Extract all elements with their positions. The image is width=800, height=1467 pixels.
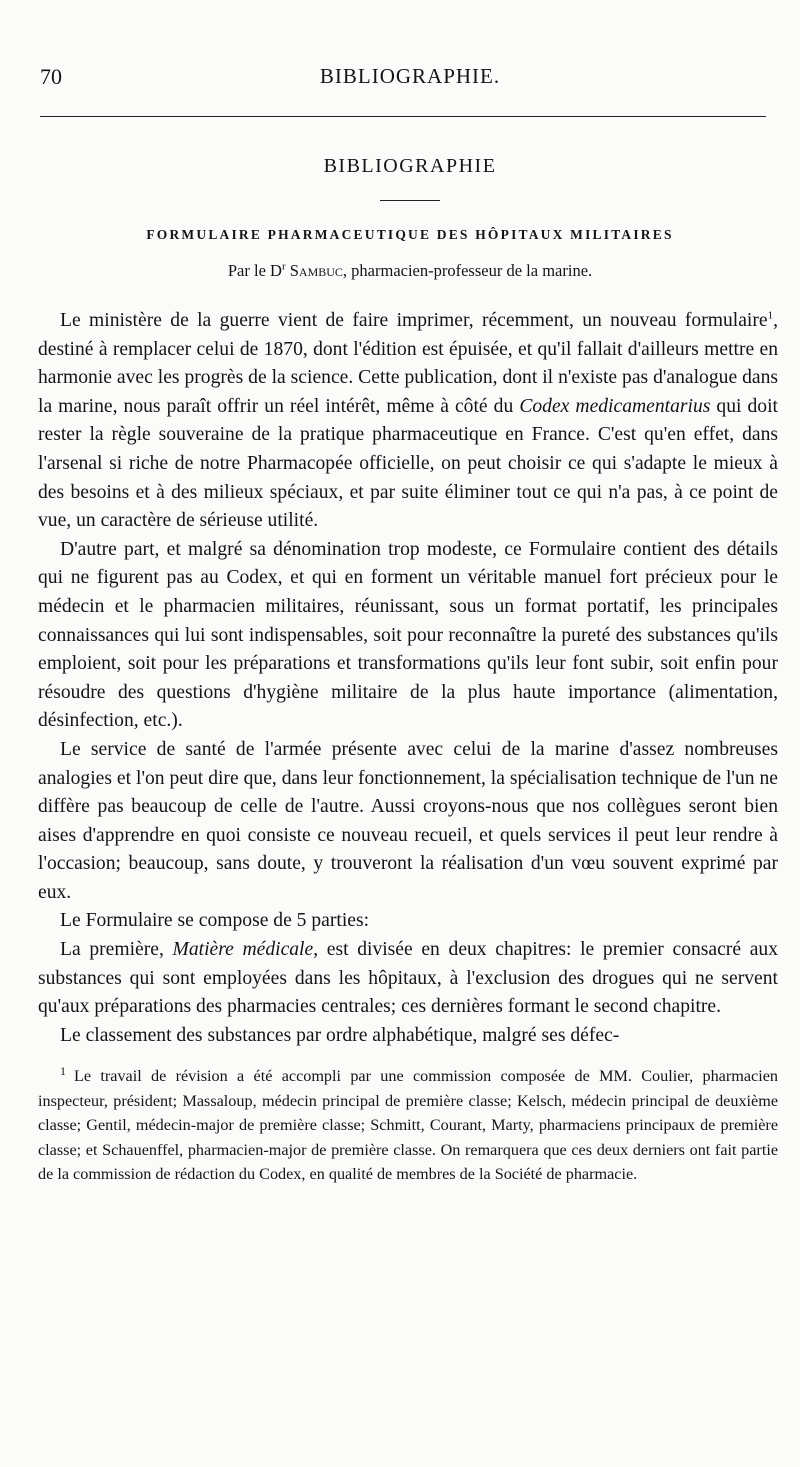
paragraph-5-text-a: La première, bbox=[60, 939, 173, 961]
codex-title: Codex medicamentarius bbox=[519, 395, 711, 417]
paragraph-1-text-c: qui doit rester la règle souveraine de la pratique pharmaceutique en France. C'est qu'en effet, dans l'arsenal si riche de notre Pharmacopée officielle, on peut choisir ce qui s'adapte le mieux à des besoins et à des milieux spéciaux, et par suite éliminer tout ce qui n'a pas, à ce point de vue, un caractère de sérieuse utilité. bbox=[38, 395, 778, 532]
paragraph-6: Le classement des substances par ordre alphabétique, malgré ses défec- bbox=[60, 1024, 620, 1046]
author-name: Sambuc bbox=[289, 261, 343, 280]
paragraph-5-text-b: , est divisée en deux chapitres: le premier consacré aux substances qui sont employées dans les hôpitaux, à l'exclusion des drogues qui ne servent qu'aux préparations des pharmacies centrales; ces dernières formant le second chapitre. bbox=[38, 939, 778, 1018]
footnote-ref: 1 bbox=[767, 309, 774, 322]
footnote-1 bbox=[38, 1064, 778, 1187]
byline-sup: r bbox=[281, 260, 286, 273]
running-title: BIBLIOGRAPHIE. bbox=[319, 64, 501, 88]
footnotes bbox=[34, 1064, 786, 1187]
matiere-medicale-title: Matière médicale bbox=[172, 939, 314, 961]
paragraph-1-text-b: , destiné à remplacer celui de 1870, dont l'édition est épuisée, et qu'il fallait d'ailleurs mettre en harmonie avec les progrès de la science. Cette publication, dont il n'existe pas d'analogue dans la marine, nous paraît offrir un réel intérêt, même à côté du bbox=[38, 310, 778, 417]
paragraph-5 bbox=[38, 936, 778, 1022]
paragraph-1 bbox=[38, 307, 778, 536]
footnote-text: Le travail de révision a été accompli par une commission composée de MM. Coulier, pharmacien inspecteur, président; Massaloup, médecin principal de première classe; Kelsch, médecin principal de deuxième classe; Gentil, médecin-major de première classe; Schmitt, Courant, Marty, pharmaciens principaux de première classe; et Schauenffel, pharmacien-major de première classe. On remarquera que ces deux derniers ont fait partie de la commission de rédaction du Codex, en qualité de membres de la Société de pharmacie. bbox=[38, 1067, 778, 1184]
paragraph-4: Le Formulaire se compose de 5 parties: bbox=[60, 910, 370, 932]
paragraph-1-text-a: Le ministère de la guerre vient de faire imprimer, récemment, un nouveau formulaire bbox=[60, 310, 768, 331]
footnote-mark: 1 bbox=[60, 1064, 66, 1079]
document-page bbox=[34, 60, 786, 1455]
byline-suffix: , pharmacien-professeur de la marine. bbox=[342, 261, 593, 280]
article-title: FORMULAIRE PHARMACEUTIQUE DES HÔPITAUX MILITAIRES bbox=[146, 227, 674, 242]
paragraph-3: Le service de santé de l'armée présente avec celui de la marine d'assez nombreuses analogies et l'on peut dire que, dans leur fonctionnement, la spécialisation technique de l'un ne diffère pas beaucoup de celle de l'autre. Aussi croyons-nous que nos collègues seront bien aises d'apprendre en quoi consiste ce nouveau recueil, et quels services il peut leur rendre à l'occasion; beaucoup, sans doute, y trouveront la réalisation d'un vœu souvent exprimé par eux. bbox=[38, 738, 778, 903]
byline-prefix: Par le D bbox=[227, 261, 282, 280]
section-title: BIBLIOGRAPHIE bbox=[323, 155, 497, 177]
running-header bbox=[34, 60, 786, 94]
page-number: 70 bbox=[40, 64, 62, 89]
paragraph-2: D'autre part, et malgré sa dénomination trop modeste, ce Formulaire contient des détails qui ne figurent pas au Codex, et qui en forment un véritable manuel fort précieux pour le médecin et le pharmacien militaires, réunissant, sous un format portatif, les principales connaissances qui lui sont indispensables, soit pour reconnaître la pureté des substances qu'ils emploient, soit pour les préparations et transformations qu'ils leur font subir, soit enfin pour résoudre des questions d'hygiène militaire de la plus haute importance (alimentation, désinfection, etc.). bbox=[38, 538, 778, 732]
section-divider bbox=[380, 200, 440, 201]
header-rule bbox=[40, 116, 766, 117]
article-byline bbox=[34, 261, 786, 281]
article-body bbox=[34, 307, 786, 1050]
